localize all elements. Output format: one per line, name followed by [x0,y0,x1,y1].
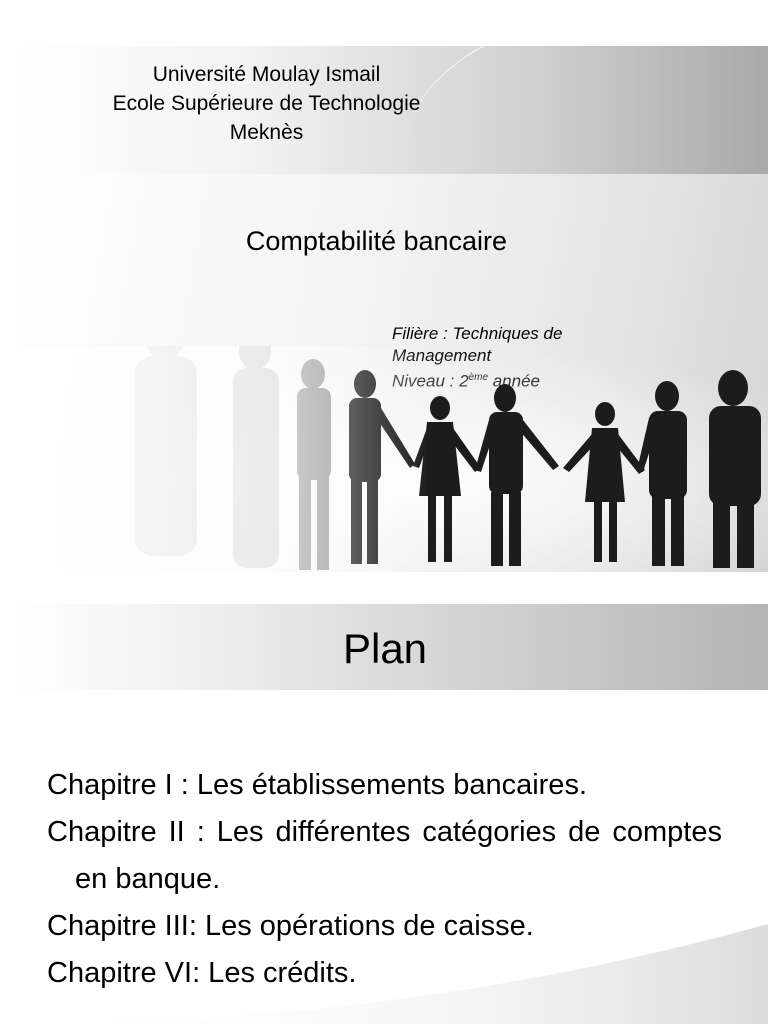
chapter-item: Chapitre VI: Les crédits. [47,957,357,989]
city-name: Meknès [229,121,304,144]
chapter-item: Chapitre I : Les établissements bancaires. [47,769,587,801]
school-name: Ecole Supérieure de Technologie [112,92,421,115]
chapter-item: Chapitre III: Les opérations de caisse. [47,910,534,942]
chapter-item: Chapitre II : Les différentes catégories de comptes en banque. [47,816,722,895]
university-name: Université Moulay Ismail [152,63,381,86]
course-title: Comptabilité bancaire [245,226,508,256]
business-people-image [15,346,768,572]
plan-slide [15,604,768,1024]
chapter-list [47,762,722,997]
institution-block [15,60,518,147]
filiere-line-1: Filière : Techniques de [392,324,563,343]
plan-title: Plan [342,625,428,672]
title-slide [15,46,768,572]
